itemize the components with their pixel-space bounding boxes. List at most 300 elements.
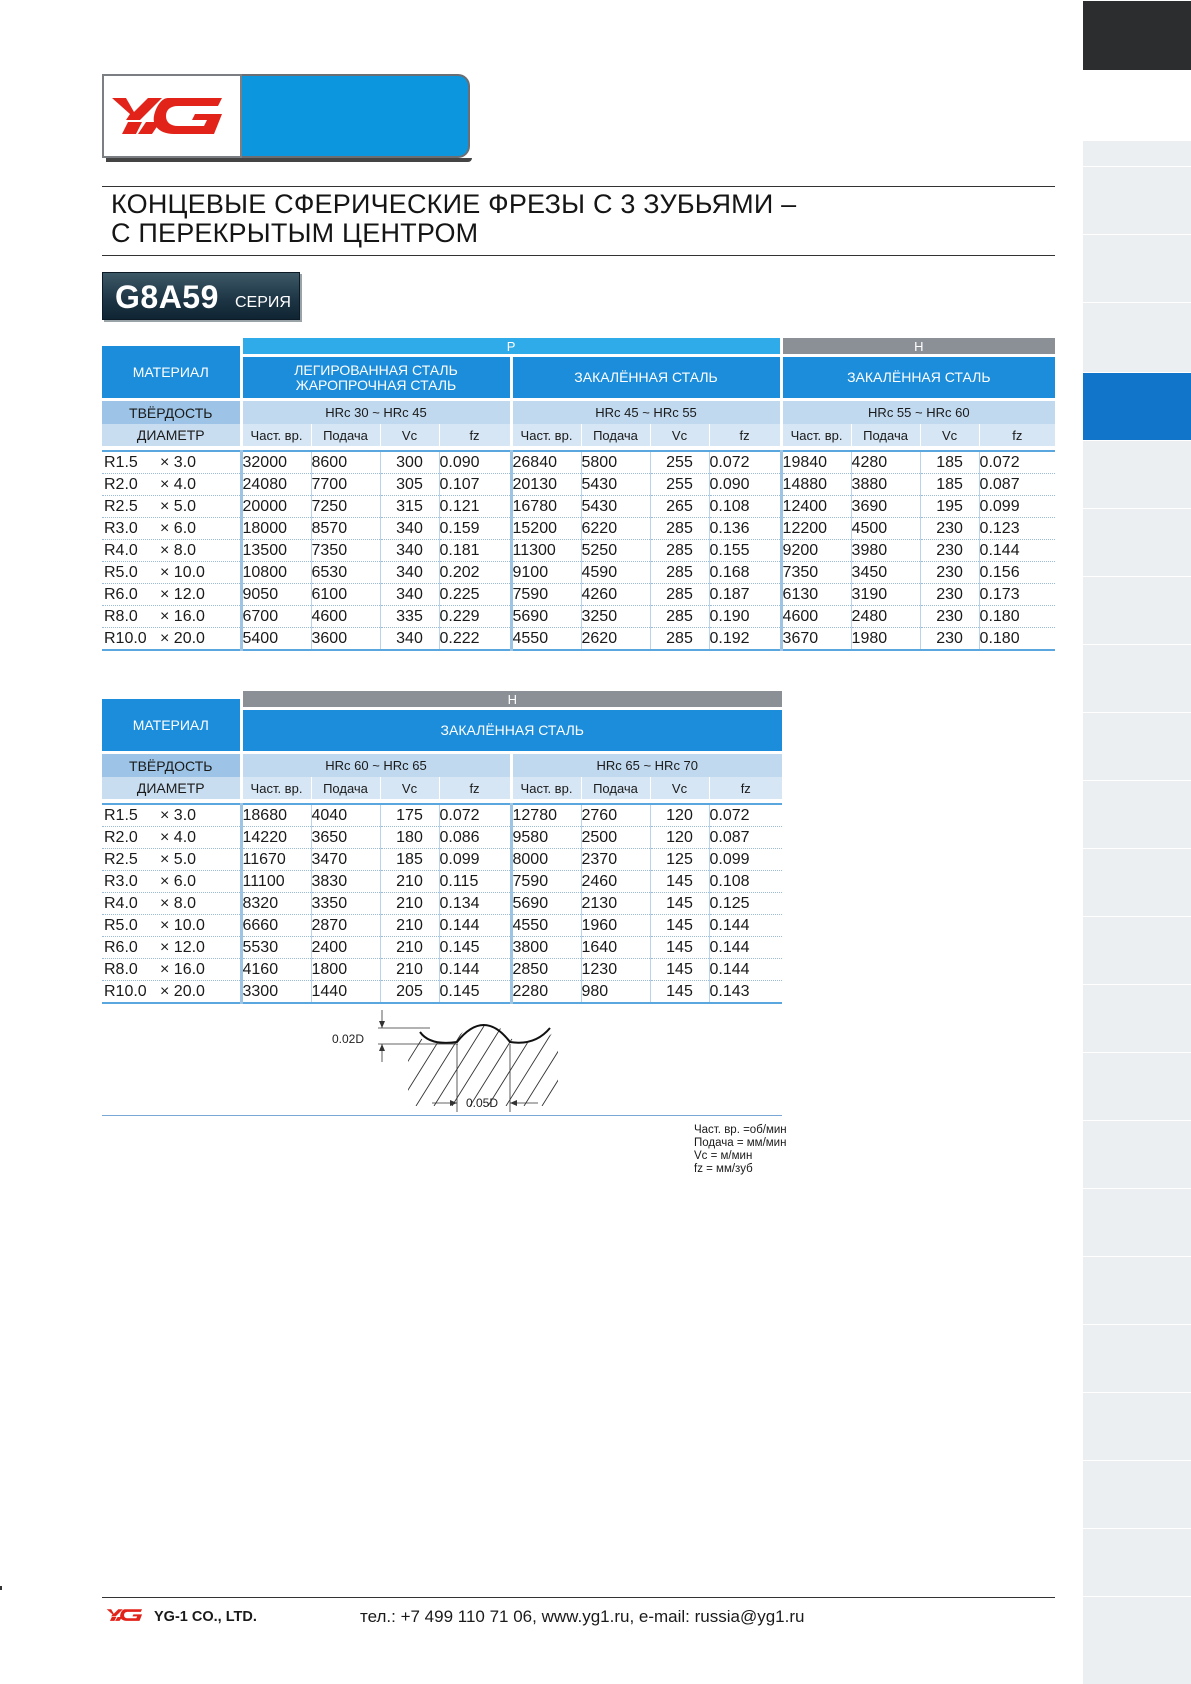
side-tab[interactable] xyxy=(1083,712,1191,780)
rpm-value: 12200 xyxy=(781,518,851,540)
fz-value: 0.144 xyxy=(709,937,782,959)
diameter-cell xyxy=(102,540,241,562)
feed-value: 3190 xyxy=(851,584,920,606)
rpm-value: 3800 xyxy=(511,937,581,959)
ball-radius: R10.0 xyxy=(104,629,147,647)
rpm-value: 3670 xyxy=(781,628,851,651)
fz-value: 0.229 xyxy=(439,606,511,628)
vc-value: 125 xyxy=(650,849,709,871)
vc-value: 230 xyxy=(920,562,979,584)
feed-value: 4590 xyxy=(581,562,650,584)
rpm-value: 2280 xyxy=(511,981,581,1004)
col-fz: fz xyxy=(979,424,1055,446)
feed-value: 3600 xyxy=(311,628,380,651)
rpm-value: 5690 xyxy=(511,893,581,915)
feed-value: 1230 xyxy=(581,959,650,981)
fz-value: 0.155 xyxy=(709,540,781,562)
vc-value: 285 xyxy=(650,562,709,584)
vc-value: 285 xyxy=(650,628,709,651)
table-row xyxy=(102,562,1055,584)
rpm-value: 3300 xyxy=(241,981,311,1004)
vc-value: 185 xyxy=(920,474,979,496)
hardness-range: HRc 60 ~ HRc 65 xyxy=(241,753,511,778)
tool-diameter: × 3.0 xyxy=(160,453,197,471)
side-tab[interactable] xyxy=(1083,1120,1191,1188)
diameter-cell xyxy=(102,871,241,893)
footer-rule xyxy=(102,1597,1055,1598)
table-row xyxy=(102,474,1055,496)
vc-value: 210 xyxy=(380,915,439,937)
ball-radius: R4.0 xyxy=(104,894,138,912)
vc-value: 120 xyxy=(650,827,709,849)
unit-feed: Подача = мм/мин xyxy=(694,1137,787,1149)
tool-diameter: × 20.0 xyxy=(160,629,205,647)
col-rpm: Част. вр. xyxy=(781,424,851,446)
diameter-cell xyxy=(102,584,241,606)
side-tab-active[interactable] xyxy=(1083,372,1191,440)
tool-diameter: × 10.0 xyxy=(160,563,205,581)
series-badge xyxy=(102,272,300,320)
feed-value: 7250 xyxy=(311,496,380,518)
fz-value: 0.099 xyxy=(979,496,1055,518)
rpm-value: 4160 xyxy=(241,959,311,981)
feed-value: 3650 xyxy=(311,827,380,849)
vc-value: 210 xyxy=(380,937,439,959)
vc-value: 315 xyxy=(380,496,439,518)
tool-diameter: × 6.0 xyxy=(160,872,197,890)
feed-value: 5250 xyxy=(581,540,650,562)
vc-value: 340 xyxy=(380,562,439,584)
diameter-cell xyxy=(102,981,241,1004)
vc-value: 195 xyxy=(920,496,979,518)
side-tab[interactable] xyxy=(1083,1256,1191,1324)
feed-value: 3690 xyxy=(851,496,920,518)
rpm-value: 12780 xyxy=(511,804,581,827)
fz-value: 0.144 xyxy=(979,540,1055,562)
rpm-value: 4600 xyxy=(781,606,851,628)
side-tab[interactable] xyxy=(1083,1392,1191,1460)
material-alloy-steel-line1: ЛЕГИРОВАННАЯ СТАЛЬ xyxy=(294,361,458,378)
diagram-label-step: 0.05D xyxy=(465,1096,499,1110)
hardness-range: HRc 65 ~ HRc 70 xyxy=(511,753,782,778)
fz-value: 0.072 xyxy=(709,451,781,474)
vc-value: 285 xyxy=(650,606,709,628)
fz-value: 0.123 xyxy=(979,518,1055,540)
vc-value: 145 xyxy=(650,915,709,937)
diameter-cell xyxy=(102,959,241,981)
page-title-line2: С ПЕРЕКРЫТЫМ ЦЕНТРОМ xyxy=(111,218,479,248)
banner-blue-panel xyxy=(242,74,470,158)
rpm-value: 11300 xyxy=(511,540,581,562)
hardness-range: HRc 55 ~ HRc 60 xyxy=(781,400,1055,425)
rpm-value: 13500 xyxy=(241,540,311,562)
ball-radius: R3.0 xyxy=(104,519,138,537)
feed-value: 2500 xyxy=(581,827,650,849)
rpm-value: 18680 xyxy=(241,804,311,827)
diameter-cell xyxy=(102,474,241,496)
rpm-value: 9200 xyxy=(781,540,851,562)
fz-value: 0.072 xyxy=(979,451,1055,474)
side-tab[interactable] xyxy=(1083,1324,1191,1392)
diameter-cell xyxy=(102,562,241,584)
col-vc: Vc xyxy=(650,777,709,799)
vc-value: 230 xyxy=(920,584,979,606)
diameter-cell xyxy=(102,518,241,540)
feed-value: 4600 xyxy=(311,606,380,628)
diameter-label: ДИАМЕТР xyxy=(102,777,241,799)
side-tab[interactable] xyxy=(1083,576,1191,644)
fz-value: 0.180 xyxy=(979,628,1055,651)
col-feed: Подача xyxy=(851,424,920,446)
table-row xyxy=(102,628,1055,651)
rpm-value: 5400 xyxy=(241,628,311,651)
fz-value: 0.125 xyxy=(709,893,782,915)
vc-value: 210 xyxy=(380,959,439,981)
fz-value: 0.108 xyxy=(709,871,782,893)
logo-panel xyxy=(102,74,242,158)
feed-value: 4040 xyxy=(311,804,380,827)
ball-radius: R10.0 xyxy=(104,982,147,1000)
ball-radius: R5.0 xyxy=(104,916,138,934)
fz-value: 0.087 xyxy=(979,474,1055,496)
side-tab[interactable] xyxy=(1083,234,1191,302)
feed-value: 6530 xyxy=(311,562,380,584)
title-rule-bottom xyxy=(102,255,1055,256)
vc-value: 145 xyxy=(650,871,709,893)
fz-value: 0.115 xyxy=(439,871,511,893)
col-rpm: Част. вр. xyxy=(241,424,311,446)
vc-value: 340 xyxy=(380,628,439,651)
side-tab[interactable] xyxy=(1083,1460,1191,1528)
fz-value: 0.168 xyxy=(709,562,781,584)
feed-value: 6220 xyxy=(581,518,650,540)
yg-logo xyxy=(104,76,240,156)
diameter-cell xyxy=(102,628,241,651)
rpm-value: 32000 xyxy=(241,451,311,474)
fz-value: 0.159 xyxy=(439,518,511,540)
diameter-cell xyxy=(102,606,241,628)
units-legend xyxy=(694,1124,787,1176)
feed-value: 2480 xyxy=(851,606,920,628)
ball-radius: R2.5 xyxy=(104,850,138,868)
ball-radius: R3.0 xyxy=(104,872,138,890)
rpm-value: 5690 xyxy=(511,606,581,628)
vc-value: 145 xyxy=(650,893,709,915)
side-tab[interactable] xyxy=(1083,440,1191,508)
tool-diameter: × 20.0 xyxy=(160,982,205,1000)
diameter-label: ДИАМЕТР xyxy=(102,424,241,446)
vc-value: 340 xyxy=(380,584,439,606)
title-rule-top xyxy=(102,186,1055,187)
footer-yg-logo xyxy=(104,1608,148,1626)
diameter-cell xyxy=(102,451,241,474)
rpm-value: 24080 xyxy=(241,474,311,496)
edge-mark xyxy=(0,1586,2,1590)
tool-diameter: × 8.0 xyxy=(160,894,197,912)
tool-diameter: × 10.0 xyxy=(160,916,205,934)
group-h-header: H xyxy=(241,691,782,709)
vc-value: 145 xyxy=(650,937,709,959)
side-tab[interactable] xyxy=(1083,140,1191,166)
vc-value: 205 xyxy=(380,981,439,1004)
table-row xyxy=(102,451,1055,474)
side-tab[interactable] xyxy=(1083,1188,1191,1256)
vc-value: 230 xyxy=(920,518,979,540)
side-tab[interactable] xyxy=(1083,644,1191,712)
side-tab[interactable] xyxy=(1083,780,1191,848)
fz-value: 0.136 xyxy=(709,518,781,540)
vc-value: 335 xyxy=(380,606,439,628)
feed-value: 3830 xyxy=(311,871,380,893)
material-alloy-steel-line2: ЖАРОПРОЧНАЯ СТАЛЬ xyxy=(295,376,457,393)
fz-value: 0.099 xyxy=(709,849,782,871)
col-vc: Vc xyxy=(380,777,439,799)
feed-value: 7350 xyxy=(311,540,380,562)
vc-value: 285 xyxy=(650,518,709,540)
feed-value: 1640 xyxy=(581,937,650,959)
diameter-cell xyxy=(102,804,241,827)
ball-radius: R2.5 xyxy=(104,497,138,515)
rpm-value: 10800 xyxy=(241,562,311,584)
tool-diameter: × 12.0 xyxy=(160,938,205,956)
diagram-label-height: 0.02D xyxy=(332,1032,365,1046)
rpm-value: 4550 xyxy=(511,915,581,937)
rpm-value: 2850 xyxy=(511,959,581,981)
rpm-value: 9050 xyxy=(241,584,311,606)
col-feed: Подача xyxy=(311,424,380,446)
brand-banner xyxy=(102,74,472,162)
vc-value: 285 xyxy=(650,540,709,562)
feed-value: 1980 xyxy=(851,628,920,651)
feed-value: 4280 xyxy=(851,451,920,474)
feed-value: 5800 xyxy=(581,451,650,474)
vc-value: 120 xyxy=(650,804,709,827)
rpm-value: 8000 xyxy=(511,849,581,871)
feed-value: 1960 xyxy=(581,915,650,937)
table-row xyxy=(102,518,1055,540)
vc-value: 300 xyxy=(380,451,439,474)
diameter-cell xyxy=(102,893,241,915)
ball-radius: R5.0 xyxy=(104,563,138,581)
col-vc: Vc xyxy=(650,424,709,446)
fz-value: 0.099 xyxy=(439,849,511,871)
feed-value: 3980 xyxy=(851,540,920,562)
table-row xyxy=(102,981,782,1004)
fz-value: 0.144 xyxy=(709,915,782,937)
table-row xyxy=(102,496,1055,518)
fz-value: 0.225 xyxy=(439,584,511,606)
material-label: МАТЕРИАЛ xyxy=(102,338,241,400)
side-tab[interactable] xyxy=(1083,302,1191,372)
fz-value: 0.086 xyxy=(439,827,511,849)
side-tab[interactable] xyxy=(1083,984,1191,1052)
feed-value: 3350 xyxy=(311,893,380,915)
fz-value: 0.144 xyxy=(709,959,782,981)
ball-radius: R6.0 xyxy=(104,585,138,603)
col-fz: fz xyxy=(709,424,781,446)
vc-value: 145 xyxy=(650,981,709,1004)
tool-diameter: × 8.0 xyxy=(160,541,197,559)
series-code: G8A59 xyxy=(115,279,219,315)
footer-company: YG-1 CO., LTD. xyxy=(154,1609,257,1625)
vc-value: 230 xyxy=(920,540,979,562)
side-tab-top[interactable] xyxy=(1083,0,1191,70)
feed-value: 8600 xyxy=(311,451,380,474)
diameter-cell xyxy=(102,827,241,849)
feed-value: 2460 xyxy=(581,871,650,893)
col-rpm: Част. вр. xyxy=(511,424,581,446)
side-tab[interactable] xyxy=(1083,1596,1191,1684)
col-rpm: Част. вр. xyxy=(241,777,311,799)
fz-value: 0.087 xyxy=(709,827,782,849)
rpm-value: 7590 xyxy=(511,871,581,893)
cutting-data-table-1 xyxy=(102,330,1055,651)
tool-diameter: × 4.0 xyxy=(160,475,197,493)
feed-value: 2370 xyxy=(581,849,650,871)
fz-value: 0.144 xyxy=(439,915,511,937)
col-feed: Подача xyxy=(581,777,650,799)
rpm-value: 14220 xyxy=(241,827,311,849)
feed-value: 2400 xyxy=(311,937,380,959)
ball-radius: R8.0 xyxy=(104,960,138,978)
cutting-data-table-2 xyxy=(102,683,782,1004)
vc-value: 180 xyxy=(380,827,439,849)
table-row xyxy=(102,937,782,959)
vc-value: 255 xyxy=(650,474,709,496)
vc-value: 285 xyxy=(650,584,709,606)
material-label: МАТЕРИАЛ xyxy=(102,691,241,753)
feed-value: 2760 xyxy=(581,804,650,827)
rpm-value: 14880 xyxy=(781,474,851,496)
diameter-cell xyxy=(102,915,241,937)
diameter-cell xyxy=(102,849,241,871)
feed-value: 3450 xyxy=(851,562,920,584)
unit-fz: fz = мм/зуб xyxy=(694,1163,753,1175)
hardness-range: HRc 30 ~ HRc 45 xyxy=(241,400,511,425)
vc-value: 340 xyxy=(380,540,439,562)
fz-value: 0.134 xyxy=(439,893,511,915)
col-fz: fz xyxy=(439,424,511,446)
vc-value: 210 xyxy=(380,871,439,893)
feed-value: 1440 xyxy=(311,981,380,1004)
unit-vc: Vc = м/мин xyxy=(694,1150,753,1162)
side-tab[interactable] xyxy=(1083,1528,1191,1596)
fz-value: 0.181 xyxy=(439,540,511,562)
ball-radius: R8.0 xyxy=(104,607,138,625)
side-tab[interactable] xyxy=(1083,1052,1191,1120)
vc-value: 230 xyxy=(920,628,979,651)
side-tab[interactable] xyxy=(1083,508,1191,576)
fz-value: 0.072 xyxy=(709,804,782,827)
feed-value: 6100 xyxy=(311,584,380,606)
vc-value: 210 xyxy=(380,893,439,915)
col-vc: Vc xyxy=(920,424,979,446)
table-row xyxy=(102,871,782,893)
fz-value: 0.156 xyxy=(979,562,1055,584)
rpm-value: 7350 xyxy=(781,562,851,584)
table-row xyxy=(102,959,782,981)
feed-value: 4500 xyxy=(851,518,920,540)
fz-value: 0.090 xyxy=(709,474,781,496)
rpm-value: 5530 xyxy=(241,937,311,959)
tool-diameter: × 6.0 xyxy=(160,519,197,537)
rpm-value: 20000 xyxy=(241,496,311,518)
tool-diameter: × 16.0 xyxy=(160,960,205,978)
vc-value: 175 xyxy=(380,804,439,827)
fz-value: 0.144 xyxy=(439,959,511,981)
fz-value: 0.090 xyxy=(439,451,511,474)
rpm-value: 20130 xyxy=(511,474,581,496)
rpm-value: 18000 xyxy=(241,518,311,540)
fz-value: 0.222 xyxy=(439,628,511,651)
material-hardened-steel: ЗАКАЛЁННАЯ СТАЛЬ xyxy=(511,356,781,400)
vc-value: 185 xyxy=(380,849,439,871)
fz-value: 0.145 xyxy=(439,981,511,1004)
fz-value: 0.121 xyxy=(439,496,511,518)
ball-radius: R1.5 xyxy=(104,806,138,824)
ball-radius: R6.0 xyxy=(104,938,138,956)
rpm-value: 6660 xyxy=(241,915,311,937)
rpm-value: 15200 xyxy=(511,518,581,540)
side-tab[interactable] xyxy=(1083,166,1191,234)
rpm-value: 9580 xyxy=(511,827,581,849)
feed-value: 7700 xyxy=(311,474,380,496)
unit-rpm: Част. вр. =об/мин xyxy=(694,1124,787,1136)
footer-contact: тел.: +7 499 110 71 06, www.yg1.ru, e-mail: russia@yg1.ru xyxy=(360,1607,805,1626)
rpm-value: 4550 xyxy=(511,628,581,651)
fz-value: 0.187 xyxy=(709,584,781,606)
vc-value: 305 xyxy=(380,474,439,496)
feed-value: 2130 xyxy=(581,893,650,915)
hardness-label: ТВЁРДОСТЬ xyxy=(102,400,241,425)
vc-value: 255 xyxy=(650,451,709,474)
feed-value: 1800 xyxy=(311,959,380,981)
col-feed: Подача xyxy=(311,777,380,799)
vc-value: 185 xyxy=(920,451,979,474)
page-title-line1: КОНЦЕВЫЕ СФЕРИЧЕСКИЕ ФРЕЗЫ С 3 ЗУБЬЯМИ – xyxy=(111,189,797,219)
tool-diameter: × 5.0 xyxy=(160,497,197,515)
side-tab[interactable] xyxy=(1083,848,1191,916)
fz-value: 0.107 xyxy=(439,474,511,496)
table-row xyxy=(102,606,1055,628)
col-fz: fz xyxy=(709,777,782,799)
table-row xyxy=(102,893,782,915)
ball-radius: R4.0 xyxy=(104,541,138,559)
fz-value: 0.173 xyxy=(979,584,1055,606)
col-fz: fz xyxy=(439,777,511,799)
rpm-value: 11670 xyxy=(241,849,311,871)
page-title xyxy=(111,190,796,248)
feed-value: 2870 xyxy=(311,915,380,937)
tool-diameter: × 3.0 xyxy=(160,806,197,824)
side-tab[interactable] xyxy=(1083,916,1191,984)
rpm-value: 9100 xyxy=(511,562,581,584)
section-divider xyxy=(102,1115,782,1116)
side-tab-white[interactable] xyxy=(1083,70,1191,140)
col-feed: Подача xyxy=(581,424,650,446)
rpm-value: 6130 xyxy=(781,584,851,606)
feed-value: 980 xyxy=(581,981,650,1004)
col-vc: Vc xyxy=(380,424,439,446)
table-row xyxy=(102,827,782,849)
fz-value: 0.108 xyxy=(709,496,781,518)
vc-value: 145 xyxy=(650,959,709,981)
diameter-cell xyxy=(102,937,241,959)
hardness-range: HRc 45 ~ HRc 55 xyxy=(511,400,781,425)
table-row xyxy=(102,584,1055,606)
ball-radius: R2.0 xyxy=(104,828,138,846)
table-2-body xyxy=(102,804,782,1003)
